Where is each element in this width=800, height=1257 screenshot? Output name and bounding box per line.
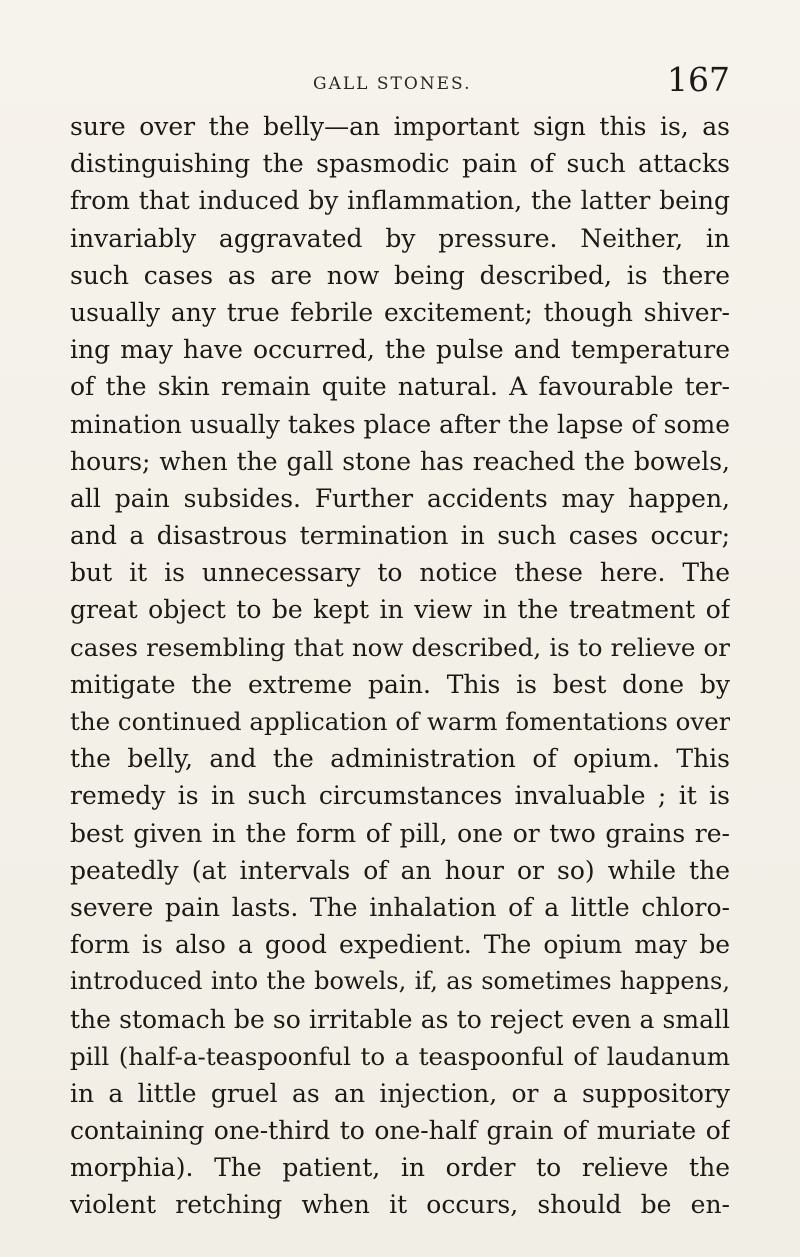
text-line: distinguishing the spasmodic pain of such attacks xyxy=(70,149,730,179)
page-number: 167 xyxy=(667,60,730,99)
text-line: hours; when the gall stone has reached the bowels, xyxy=(70,446,730,476)
text-line: the continued application of warm fomentations over xyxy=(70,707,730,736)
text-line: mitigate the extreme pain. This is best done by xyxy=(70,669,730,699)
text-line: morphia). The patient, in order to relieve the xyxy=(70,1153,730,1183)
body-text xyxy=(70,108,730,1224)
text-line: violent retching when it occurs, should be en- xyxy=(70,1190,730,1220)
text-line: but it is unnecessary to notice these here. The xyxy=(70,558,730,588)
text-line: and a disastrous termination in such cases occur; xyxy=(70,521,730,551)
text-line: mination usually takes place after the lapse of some xyxy=(70,409,730,439)
text-line: invariably aggravated by pressure. Neither, in xyxy=(70,223,730,253)
running-head xyxy=(70,60,730,100)
text-line: such cases as are now being described, is there xyxy=(70,260,730,290)
text-line: ing may have occurred, the pulse and temperature xyxy=(70,335,730,365)
text-line: usually any true febrile excitement; though shiver- xyxy=(70,297,730,327)
text-line: from that induced by inflammation, the latter being xyxy=(70,186,730,216)
text-line: pill (half-a-teaspoonful to a teaspoonful of laudanum xyxy=(70,1041,730,1071)
text-line: containing one-third to one-half grain of muriate of xyxy=(70,1116,730,1146)
text-line: best given in the form of pill, one or two grains re- xyxy=(70,818,730,848)
text-line: in a little gruel as an injection, or a suppository xyxy=(70,1078,730,1108)
text-line: remedy is in such circumstances invaluable ; it is xyxy=(70,781,730,811)
text-line: form is also a good expedient. The opium may be xyxy=(70,930,730,960)
text-line: cases resembling that now described, is to relieve or xyxy=(70,632,730,662)
text-line: severe pain lasts. The inhalation of a little chloro- xyxy=(70,892,730,922)
text-line: of the skin remain quite natural. A favourable ter- xyxy=(70,372,730,402)
text-line: the stomach be so irritable as to reject even a small xyxy=(70,1004,730,1034)
text-line: sure over the belly—an important sign this is, as xyxy=(70,112,730,141)
text-line: all pain subsides. Further accidents may happen, xyxy=(70,483,730,513)
text-line: the belly, and the administration of opium. This xyxy=(70,744,730,774)
text-line: introduced into the bowels, if, as sometimes happens, xyxy=(70,967,730,996)
running-title: GALL STONES. xyxy=(313,74,472,94)
text-line: peatedly (at intervals of an hour or so) while the xyxy=(70,855,730,885)
text-line: great object to be kept in view in the treatment of xyxy=(70,595,730,625)
